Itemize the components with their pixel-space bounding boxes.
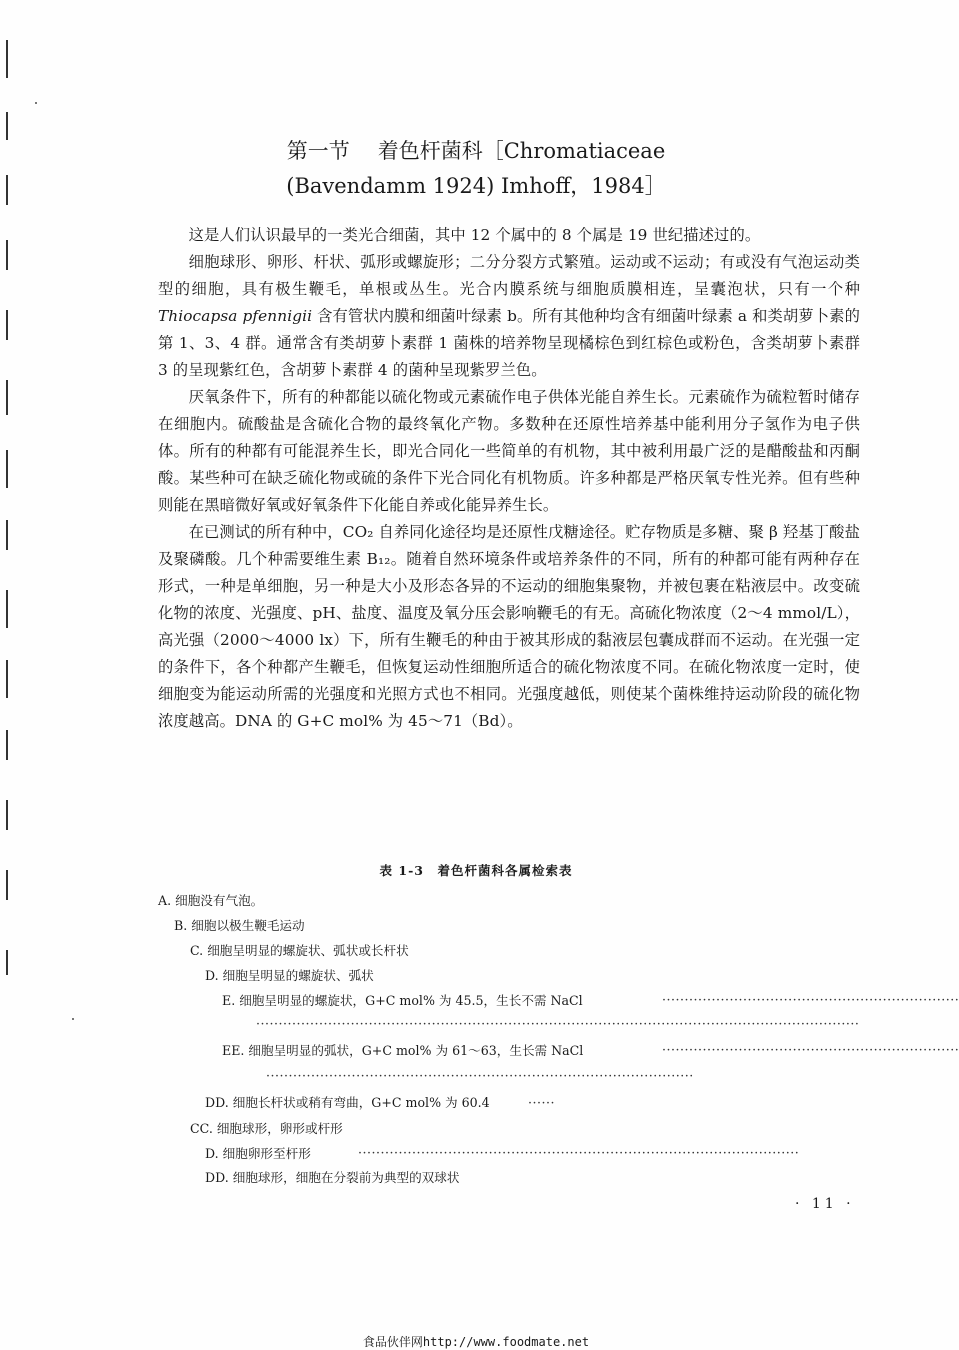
key-line-B: B. 细胞以极生鞭毛运动: [174, 918, 305, 933]
section-number: 第一节: [286, 139, 350, 163]
key-line-EE: EE. 细胞呈明显的弧状，G+C mol% 为 61～63，生长需 NaCl: [222, 1043, 584, 1058]
scan-edge-mark: [6, 730, 8, 760]
key-line-D2: D. 细胞卵形至杆形: [205, 1146, 311, 1161]
family-authority: (Bavendamm 1924) Imhoff，1984］: [286, 174, 666, 198]
body-text: [158, 222, 860, 735]
title-line-2: [0, 170, 952, 202]
family-name: 着色杆菌科［Chromatiaceae: [377, 139, 666, 163]
title-line-1: [0, 135, 952, 167]
key-line-E: E. 细胞呈明显的螺旋状，G+C mol% 为 45.5，生长不需 NaCl: [222, 993, 583, 1008]
leader-dots: ··································································: [662, 1042, 959, 1057]
paragraph-1: 这是人们认识最早的一类光合细菌，其中 12 个属中的 8 个属是 19 世纪描述过的。: [188, 226, 761, 244]
scan-edge-mark: [6, 520, 8, 550]
key-line-DD1: DD. 细胞长杆状或稍有弯曲，G+C mol% 为 60.4: [205, 1095, 490, 1110]
species-name: Thiocapsa pfennigii: [158, 307, 313, 325]
leader-dots: ·······························································································: [266, 1068, 694, 1083]
key-line-D1: D. 细胞呈明显的螺旋状、弧状: [205, 968, 374, 983]
paragraph-4: 在已测试的所有种中，CO₂ 自养同化途径均是还原性戊糖途径。贮存物质是多糖、聚 β 羟基丁酸盐及聚磷酸。几个种需要维生素 B₁₂。随着自然环境条件或培养条件的不同，所有的种都可能有两种存在形式，一种是单细胞，另一种是大小及形态各异的不运动的细胞集聚物，并被包裹在粘液层中。改变硫化物的浓度、光强度、pH、盐度、温度及氧分压会影响鞭毛的有无。高硫化物浓度（2～4 mmol/L），高光强（2000～4000 lx）下，所有生鞭毛的种由于被其形成的黏液层包囊成群而不运动。在光强一定的条件下，各个种都产生鞭毛，但恢复运动性细胞所适合的硫化物浓度不同。在硫化物浓度一定时，使细胞变为能运动所需的光强度和光照方式也不相同。光强度越低，则使某个菌株维持运动阶段的硫化物浓度越高。DNA 的 G+C mol% 为 45～71（Bd）。: [158, 523, 860, 730]
scan-edge-mark: [6, 450, 8, 488]
table-title: 表 1-3 着色杆菌科各属检索表: [379, 863, 573, 878]
leader-dots: ······································································································································: [256, 1016, 860, 1031]
scan-edge-mark: [6, 590, 8, 628]
key-line-A: A. 细胞没有气泡。: [158, 893, 264, 908]
page-number: · 11 ·: [795, 1196, 855, 1212]
paragraph-2: 细胞球形、卵形、杆状、弧形或螺旋形；二分分裂方式繁殖。运动或不运动；有或没有气泡运动类型的细胞，具有极生鞭毛，单根或丛生。光合内膜系统与细胞质膜相连，呈囊泡状，只有一个种 Thiocapsa pfennigii 含有管状内膜和细菌叶绿素 b。所有其他种均含有细菌叶绿素 a 和类胡萝卜素的第 1、3、4 群。通常含有类胡萝卜素群 1 菌株的培养物呈现橘棕色到红棕色或粉色，含类胡萝卜素群 3 的呈现紫红色，含胡萝卜素群 4 的菌种呈现紫罗兰色。: [158, 253, 860, 379]
leader-dots: ······: [528, 1095, 556, 1110]
scan-edge-mark: [6, 800, 8, 830]
scan-edge-mark: [6, 950, 8, 975]
footer-watermark: 食品伙伴网http://www.foodmate.net: [362, 1335, 590, 1349]
leader-dots: ··································································································: [358, 1145, 800, 1160]
scan-edge-mark: [6, 310, 8, 340]
scan-edge-mark: [6, 380, 8, 415]
leader-dots: ··································································: [662, 992, 959, 1007]
key-line-DD2: DD. 细胞球形，细胞在分裂前为典型的双球状: [205, 1170, 460, 1185]
key-line-CC: CC. 细胞球形，卵形或杆形: [190, 1121, 343, 1136]
scan-speck: [35, 102, 37, 104]
key-line-C: C. 细胞呈明显的螺旋状、弧状或长杆状: [190, 943, 409, 958]
scan-edge-mark: [6, 40, 8, 78]
paragraph-3: 厌氧条件下，所有的种都能以硫化物或元素硫作电子供体光能自养生长。元素硫作为硫粒暂时储存在细胞内。硫酸盐是含硫化合物的最终氧化产物。多数种在还原性培养基中能利用分子氢作为电子供体。所有的种都有可能混养生长，即光合同化一些简单的有机物，其中被利用最广泛的是醋酸盐和丙酮酸。某些种可在缺乏硫化物或硫的条件下光合同化有机物质。许多种都是严格厌氧专性光养。但有些种则能在黑暗微好氧或好氧条件下化能自养或化能异养生长。: [158, 388, 860, 514]
scan-edge-mark: [6, 240, 8, 270]
scan-edge-mark: [6, 660, 8, 698]
scan-speck: [72, 1018, 74, 1020]
